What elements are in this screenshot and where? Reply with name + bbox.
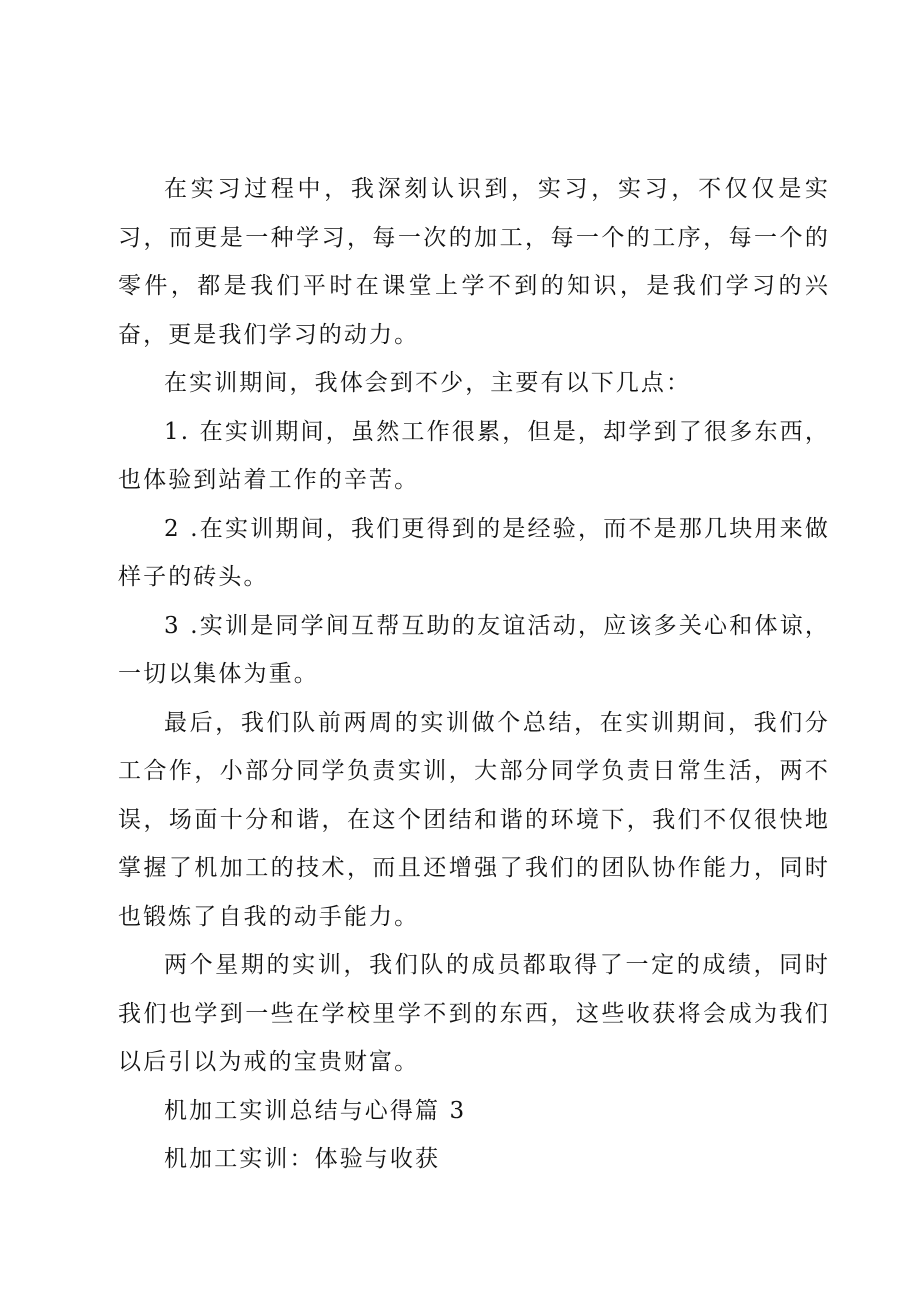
paragraph-internship-reflection: 在实习过程中，我深刻认识到，实习，实习，不仅仅是实习，而更是一种学习，每一次的加工，每一个的工序，每一个的零件，都是我们平时在课堂上学不到的知识，是我们学习的兴奋，更是我们学习的动力。 <box>118 176 830 348</box>
paragraph-summary: 最后，我们队前两周的实训做个总结，在实训期间，我们分工合作，小部分同学负责实训，大部分同学负责日常生活，两不误，场面十分和谐，在这个团结和谐的环境下，我们不仅很快地掌握了机加工的技术，而且还增强了我们的团队协作能力，同时也锻炼了自我的动手能力。 <box>118 709 830 930</box>
section-heading: 机加工实训总结与心得篇 3 <box>164 1097 467 1124</box>
paragraph-points-intro: 在实训期间，我体会到不少，主要有以下几点： <box>164 370 692 396</box>
paragraph-conclusion: 两个星期的实训，我们队的成员都取得了一定的成绩，同时我们也学到一些在学校里学不到的东西，这些收获将会成为我们以后引以为戒的宝贵财富。 <box>118 952 830 1075</box>
paragraph-point-3: 3 .实训是同学间互帮互助的友谊活动，应该多关心和体谅，一切以集体为重。 <box>118 612 830 687</box>
document-body <box>118 165 830 1184</box>
section-subheading: 机加工实训：体验与收获 <box>164 1146 441 1172</box>
paragraph-point-2: 2 .在实训期间，我们更得到的是经验，而不是那几块用来做样子的砖头。 <box>118 515 830 590</box>
paragraph-point-1: 1. 在实训期间，虽然工作很累，但是，却学到了很多东西，也体验到站着工作的辛苦。 <box>118 418 830 493</box>
